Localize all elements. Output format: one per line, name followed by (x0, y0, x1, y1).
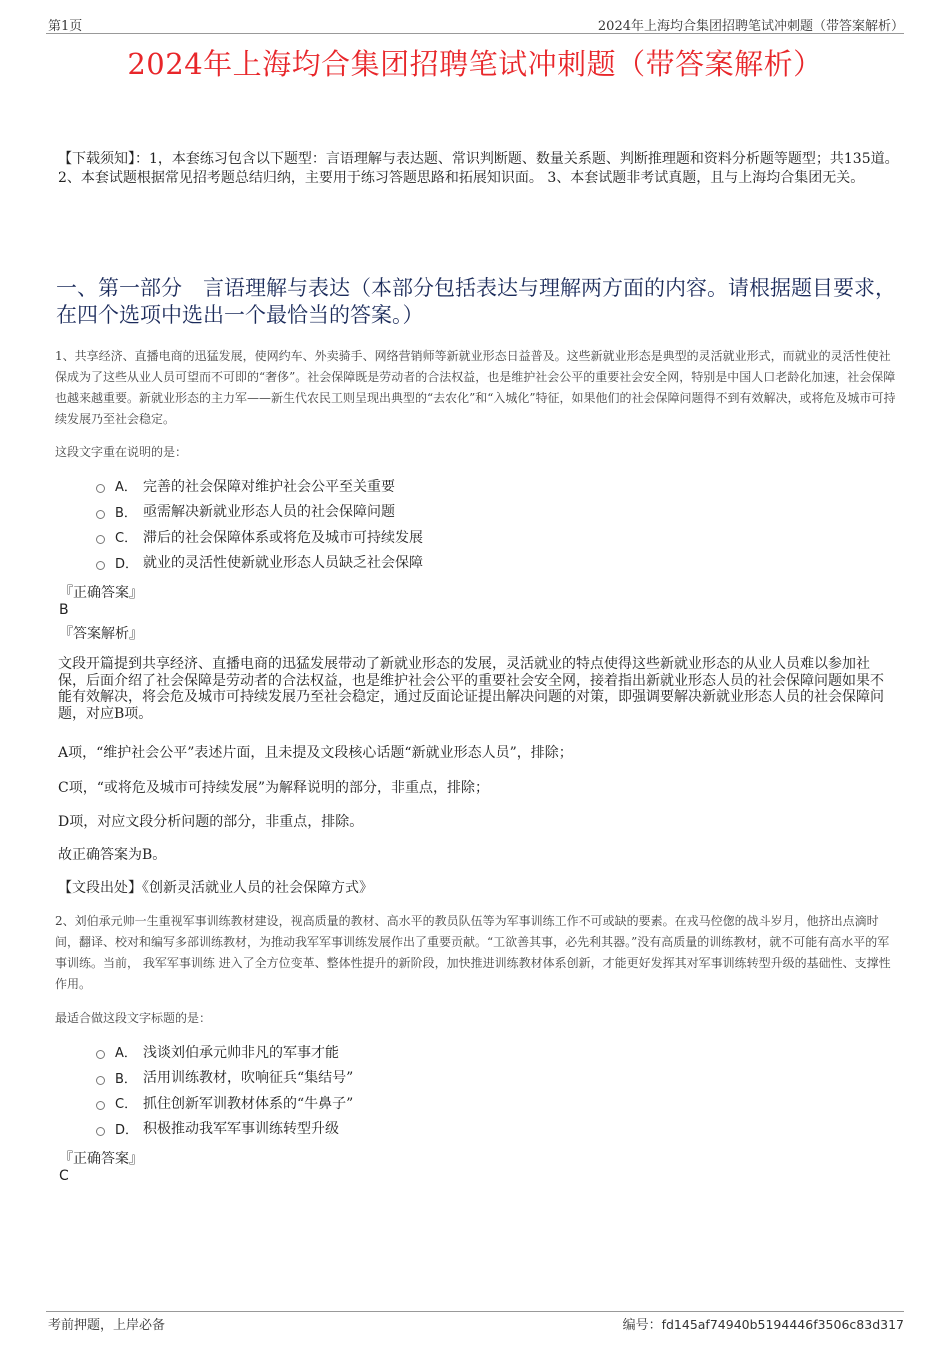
analysis-conclusion: 故正确答案为B。 (58, 847, 167, 863)
option-label: 积极推动我军军事训练转型升级 (143, 1121, 339, 1138)
download-notice: 【下载须知】：1，本套练习包含以下题型：言语理解与表达题、常识判断题、数量关系题、判断推理题和资料分析题等题型；共135道。 2、本套试题根据常见招考题总结归纳，主要用于练习答题思路和拓展知识面。 3、本套试题非考试真题，且与上海均合集团无关。 (58, 151, 899, 186)
answer-label: 『正确答案』 (59, 1151, 143, 1167)
analysis-note-a: A项，“维护社会公平”表述片面，且未提及文段核心话题“新就业形态人员”，排除； (58, 745, 573, 761)
code-label: 编号： (622, 1318, 662, 1333)
option-label: 活用训练教材，吹响征兵“集结号” (143, 1070, 354, 1087)
radio-icon[interactable] (96, 1076, 105, 1085)
option-letter: A． (115, 480, 137, 496)
option-label: 抓住创新军训教材体系的“牛鼻子” (143, 1095, 354, 1112)
radio-icon[interactable] (96, 510, 105, 519)
option-label: 滞后的社会保障体系或将危及城市可持续发展 (143, 529, 423, 546)
analysis-note-c: C项，“或将危及城市可持续发展”为解释说明的部分，非重点，排除； (58, 780, 490, 796)
header-divider (46, 33, 904, 34)
option-letter: D． (115, 556, 139, 572)
analysis-label: 『答案解析』 (59, 626, 143, 642)
radio-icon[interactable] (96, 561, 105, 570)
option-b[interactable] (96, 499, 423, 525)
radio-icon[interactable] (96, 535, 105, 544)
document-title: 2024年上海均合集团招聘笔试冲刺题（带答案解析） (127, 47, 823, 81)
footer-slogan: 考前押题，上岸必备 (48, 1318, 166, 1333)
option-letter: C． (115, 1097, 138, 1113)
radio-icon[interactable] (96, 484, 105, 493)
running-header-title: 2024年上海均合集团招聘笔试冲刺题（带答案解析） (597, 19, 904, 34)
option-letter: A． (115, 1046, 137, 1062)
option-label: 亟需解决新就业形态人员的社会保障问题 (143, 504, 395, 521)
answer-label: 『正确答案』 (59, 585, 143, 601)
footer-divider (46, 1311, 904, 1312)
footer-code (623, 1314, 904, 1333)
option-label: 就业的灵活性使新就业形态人员缺乏社会保障 (143, 555, 423, 572)
question-2-options (96, 1039, 353, 1141)
section-heading: 一、第一部分 言语理解与表达（本部分包括表达与理解两方面的内容。请根据题目要求，在四个选项中选出一个最恰当的答案。） (56, 276, 896, 327)
code-value: fd145af74940b5194446f3506c83d317 (661, 1317, 904, 1332)
radio-icon[interactable] (96, 1050, 105, 1059)
option-d[interactable] (96, 550, 423, 576)
option-d[interactable] (96, 1116, 353, 1142)
option-c[interactable] (96, 1090, 353, 1116)
option-letter: B． (115, 505, 137, 521)
option-label: 浅谈刘伯承元帅非凡的军事才能 (143, 1044, 339, 1061)
radio-icon[interactable] (96, 1127, 105, 1136)
correct-answer: B (59, 602, 69, 618)
analysis-text: 文段开篇提到共享经济、直播电商的迅猛发展带动了新就业形态的发展，灵活就业的特点使得这些新就业形态的从业人员难以参加社保，后面介绍了社会保障是劳动者的合法权益，也是维护社会公平的重要社会安全网，接着指出新就业形态人员的社会保障问题如果不能有效解决，将会危及城市可持续发展乃至社会稳定，通过反面论证提出解决问题的对策，即强调要解决新就业形态人员的社会保障问题，对应B项。 (58, 656, 884, 722)
correct-answer: C (59, 1168, 69, 1184)
option-b[interactable] (96, 1065, 353, 1091)
option-label: 完善的社会保障对维护社会公平至关重要 (143, 478, 395, 495)
option-letter: D． (115, 1122, 139, 1138)
question-1-options (96, 473, 423, 575)
option-letter: C． (115, 531, 138, 547)
question-1-text: 1、共享经济、直播电商的迅猛发展，使网约车、外卖骑手、网络营销师等新就业形态日益普及。这些新就业形态是典型的灵活就业形式，而就业的灵活性使社保成为了这些从业人员可望而不可即的“奢侈”。社会保障既是劳动者的合法权益，也是维护社会公平的重要社会安全网，特别是中国人口老龄化加速，社会保障也越来越重要。新就业形态的主力军——新生代农民工则呈现出典型的“去农化”和“入城化”特征，如果他们的社会保障问题得不到有效解决，或将危及城市可持续发展乃至社会稳定。 (55, 349, 896, 426)
option-a[interactable] (96, 1039, 353, 1065)
radio-icon[interactable] (96, 1101, 105, 1110)
analysis-note-d: D项，对应文段分析问题的部分，非重点，排除。 (58, 814, 364, 830)
page-number: 第1页 (48, 19, 83, 34)
question-1-prompt: 这段文字重在说明的是： (55, 445, 188, 459)
option-letter: B． (115, 1071, 137, 1087)
question-2-prompt: 最适合做这段文字标题的是： (55, 1011, 212, 1025)
option-c[interactable] (96, 524, 423, 550)
question-2-text: 2、刘伯承元帅一生重视军事训练教材建设，视高质量的教材、高水平的教员队伍等为军事训练工作不可或缺的要素。在戎马倥偬的战斗岁月，他挤出点滴时间，翻译、校对和编写多部训练教材，为推动我军军事训练发展作出了重要贡献。“工欲善其事，必先利其器。”没有高质量的训练教材，就不可能有高水平的军事训练。当前， 我军军事训练 进入了全方位变革、整体性提升的新阶段，加快推进训练教材体系创新，才能更好发挥其对军事训练转型升级的基础性、支撑性作用。 (55, 914, 891, 991)
option-a[interactable] (96, 473, 423, 499)
text-source: 【文段出处】《创新灵活就业人员的社会保障方式》 (58, 880, 373, 896)
